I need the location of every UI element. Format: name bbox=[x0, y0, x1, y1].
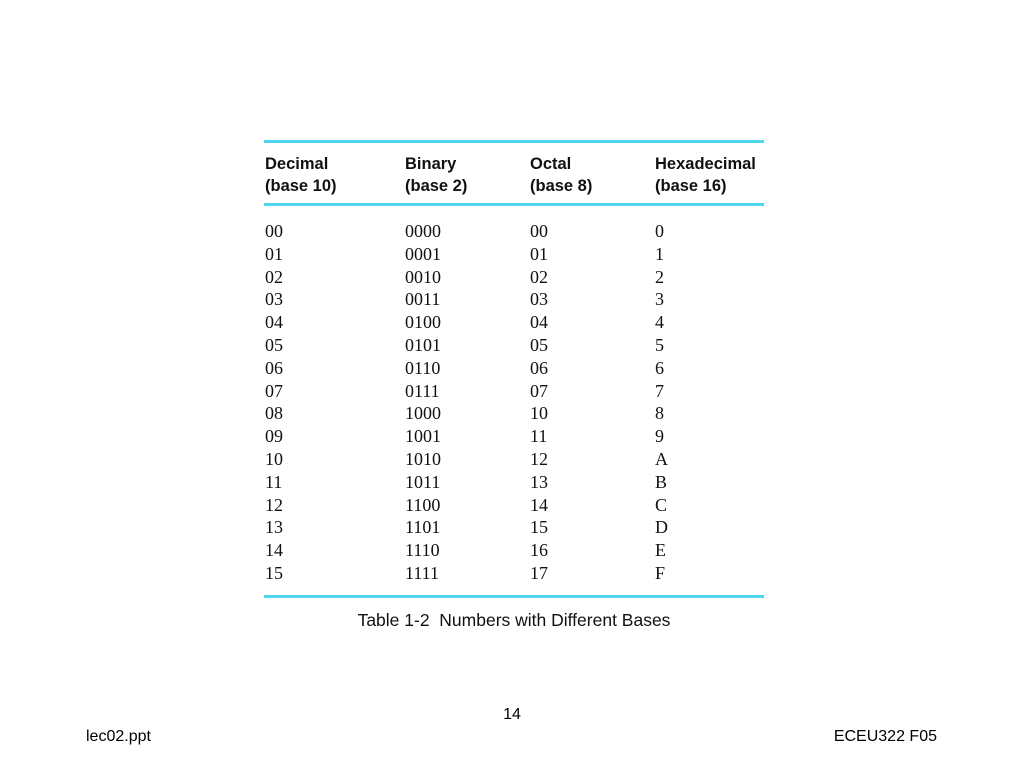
header-hexadecimal-title: Hexadecimal bbox=[655, 155, 756, 173]
cell-octal: 03 bbox=[530, 289, 548, 310]
table-row bbox=[264, 311, 764, 334]
header-decimal-base: (base 10) bbox=[265, 177, 337, 195]
header-octal bbox=[530, 153, 592, 197]
page-number: 14 bbox=[503, 706, 521, 723]
cell-binary: 1110 bbox=[405, 540, 440, 561]
cell-octal: 12 bbox=[530, 448, 548, 469]
cell-binary: 1001 bbox=[405, 426, 441, 447]
table-row bbox=[264, 539, 764, 562]
cell-binary: 0101 bbox=[405, 334, 441, 355]
cell-hexadecimal: 6 bbox=[655, 357, 664, 378]
header-decimal bbox=[265, 153, 337, 197]
base-conversion-table bbox=[264, 140, 764, 598]
cell-hexadecimal: C bbox=[655, 494, 668, 515]
cell-hexadecimal: F bbox=[655, 562, 666, 583]
cell-octal: 16 bbox=[530, 540, 548, 561]
cell-hexadecimal: 9 bbox=[655, 426, 664, 447]
cell-hexadecimal: 5 bbox=[655, 334, 664, 355]
header-hexadecimal-base: (base 16) bbox=[655, 177, 727, 195]
cell-hexadecimal: 7 bbox=[655, 380, 664, 401]
cell-hexadecimal: A bbox=[655, 448, 668, 469]
cell-binary: 1000 bbox=[405, 403, 441, 424]
table-row bbox=[264, 516, 764, 539]
table-row bbox=[264, 425, 764, 448]
cell-hexadecimal: 0 bbox=[655, 221, 664, 241]
cell-hexadecimal: 4 bbox=[655, 312, 664, 333]
cell-decimal: 15 bbox=[265, 562, 283, 583]
cell-decimal: 11 bbox=[265, 471, 283, 492]
table-row bbox=[264, 562, 764, 585]
table-row bbox=[264, 448, 764, 471]
table-row bbox=[264, 288, 764, 311]
cell-octal: 17 bbox=[530, 562, 548, 583]
footer-course: ECEU322 F05 bbox=[833, 728, 937, 745]
table-row bbox=[264, 357, 764, 380]
table-bottom-rule bbox=[264, 595, 764, 598]
cell-binary: 0110 bbox=[405, 357, 441, 378]
cell-hexadecimal: 1 bbox=[655, 243, 664, 264]
cell-hexadecimal: 2 bbox=[655, 266, 664, 287]
cell-binary: 1010 bbox=[405, 448, 441, 469]
table-row bbox=[264, 402, 764, 425]
cell-decimal: 07 bbox=[265, 380, 283, 401]
table-row bbox=[264, 243, 764, 266]
cell-decimal: 14 bbox=[265, 540, 283, 561]
cell-binary: 0001 bbox=[405, 243, 441, 264]
footer-filename: lec02.ppt bbox=[86, 728, 151, 745]
table-row bbox=[264, 334, 764, 357]
header-octal-title: Octal bbox=[530, 155, 572, 173]
cell-binary: 0010 bbox=[405, 266, 441, 287]
cell-hexadecimal: B bbox=[655, 471, 668, 492]
cell-binary: 0100 bbox=[405, 312, 441, 333]
cell-binary: 0000 bbox=[405, 221, 441, 241]
cell-binary: 1011 bbox=[405, 471, 441, 492]
cell-decimal: 01 bbox=[265, 243, 283, 264]
cell-decimal: 10 bbox=[265, 448, 283, 469]
cell-hexadecimal: 3 bbox=[655, 289, 664, 310]
cell-decimal: 09 bbox=[265, 426, 283, 447]
cell-octal: 13 bbox=[530, 471, 548, 492]
table-header-row bbox=[264, 143, 764, 203]
header-octal-base: (base 8) bbox=[530, 177, 593, 195]
cell-octal: 02 bbox=[530, 266, 548, 287]
cell-decimal: 00 bbox=[265, 221, 283, 241]
cell-binary: 1101 bbox=[405, 517, 441, 538]
cell-decimal: 03 bbox=[265, 289, 283, 310]
cell-octal: 15 bbox=[530, 517, 548, 538]
cell-binary: 0111 bbox=[405, 380, 440, 401]
header-binary bbox=[405, 153, 467, 197]
header-binary-base: (base 2) bbox=[405, 177, 468, 195]
cell-octal: 00 bbox=[530, 221, 548, 241]
cell-decimal: 13 bbox=[265, 517, 283, 538]
table-row bbox=[264, 380, 764, 403]
cell-octal: 06 bbox=[530, 357, 548, 378]
table-row bbox=[264, 220, 764, 243]
cell-octal: 05 bbox=[530, 334, 548, 355]
cell-binary: 1100 bbox=[405, 494, 441, 515]
cell-decimal: 06 bbox=[265, 357, 283, 378]
cell-octal: 01 bbox=[530, 243, 548, 264]
cell-decimal: 12 bbox=[265, 494, 283, 515]
table-row bbox=[264, 266, 764, 289]
cell-octal: 07 bbox=[530, 380, 548, 401]
cell-binary: 1111 bbox=[405, 562, 439, 583]
header-decimal-title: Decimal bbox=[265, 155, 329, 173]
table-row bbox=[264, 471, 764, 494]
cell-hexadecimal: E bbox=[655, 540, 666, 561]
cell-hexadecimal: D bbox=[655, 517, 668, 538]
cell-octal: 11 bbox=[530, 426, 548, 447]
header-hexadecimal bbox=[655, 153, 756, 197]
cell-decimal: 02 bbox=[265, 266, 283, 287]
cell-hexadecimal: 8 bbox=[655, 403, 664, 424]
cell-octal: 04 bbox=[530, 312, 548, 333]
cell-decimal: 05 bbox=[265, 334, 283, 355]
header-binary-title: Binary bbox=[405, 155, 457, 173]
cell-octal: 14 bbox=[530, 494, 548, 515]
table-body bbox=[264, 206, 764, 595]
cell-octal: 10 bbox=[530, 403, 548, 424]
cell-binary: 0011 bbox=[405, 289, 441, 310]
cell-decimal: 08 bbox=[265, 403, 283, 424]
cell-decimal: 04 bbox=[265, 312, 283, 333]
table-row bbox=[264, 494, 764, 517]
table-caption: Table 1-2 Numbers with Different Bases bbox=[357, 610, 671, 630]
